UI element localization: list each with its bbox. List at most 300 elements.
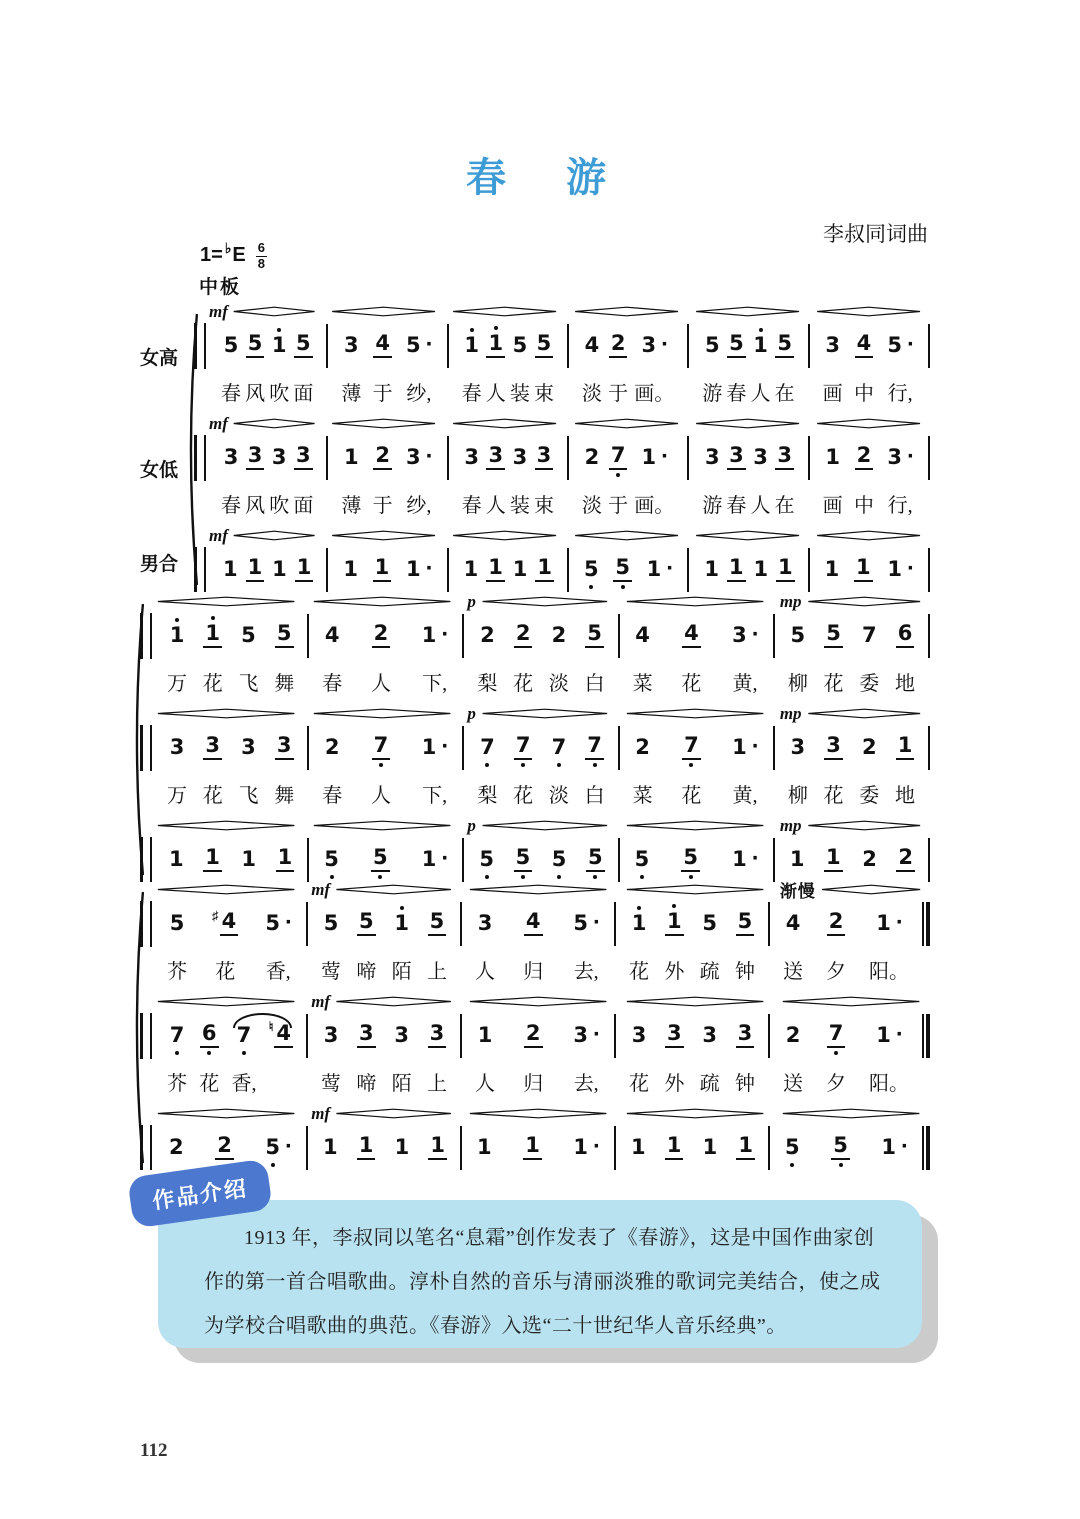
note-digit: 1 xyxy=(876,1022,891,1047)
beat xyxy=(549,725,569,805)
note-digit: 1 xyxy=(421,734,437,759)
note-digit: 1 xyxy=(343,556,358,581)
lyric-syllable: 委 xyxy=(859,673,880,695)
note-digit: 1 xyxy=(203,623,222,648)
note xyxy=(246,323,265,367)
octave-down-dot-icon xyxy=(557,763,561,767)
beat xyxy=(167,725,187,805)
beat xyxy=(823,323,843,403)
hairpin-dynamics-icon xyxy=(334,1108,453,1119)
note xyxy=(203,613,222,657)
hairpin-dynamics-icon xyxy=(232,418,316,429)
note-digit: 2 xyxy=(855,445,874,470)
beat xyxy=(404,435,434,515)
note xyxy=(373,435,392,479)
octave-down-dot-icon xyxy=(271,1163,275,1167)
note-digit: 2 xyxy=(785,1022,801,1047)
note-digit: 3 xyxy=(641,332,657,357)
beat xyxy=(823,435,843,515)
note-digit: 5 xyxy=(585,623,604,648)
dynamic-marking: p xyxy=(467,703,476,723)
beat xyxy=(373,547,392,591)
measure xyxy=(154,613,307,693)
note-digit: 3 xyxy=(275,735,294,760)
beat xyxy=(199,1013,219,1093)
note-digit: 7 xyxy=(682,735,701,760)
augmentation-dot-icon: · xyxy=(751,733,760,760)
note xyxy=(824,725,843,769)
note-digit: 1 xyxy=(789,846,805,871)
note-digit: 1 xyxy=(641,444,657,469)
beat xyxy=(221,547,240,591)
note-digit: 3 xyxy=(631,1022,647,1047)
hairpin-dynamics-icon xyxy=(451,306,558,317)
note xyxy=(885,435,915,479)
note xyxy=(263,1125,293,1169)
part-label: 女高 xyxy=(140,347,179,369)
note-digit: 1 xyxy=(854,557,873,582)
octave-up-dot-icon xyxy=(175,618,179,622)
note xyxy=(665,1125,684,1169)
note-digit: 1 xyxy=(573,1134,588,1159)
note xyxy=(775,323,794,367)
note xyxy=(295,547,314,591)
beat xyxy=(701,1125,720,1169)
lyric-syllable: 花 xyxy=(823,673,844,695)
note-digit: 3 xyxy=(512,444,528,469)
note-digit: 5 xyxy=(275,623,294,648)
note xyxy=(824,613,843,657)
octave-down-dot-icon xyxy=(621,585,625,589)
beat xyxy=(371,837,390,881)
beat xyxy=(633,613,653,693)
lyric-syllable: 上 xyxy=(426,1073,447,1095)
note-digit: 1 xyxy=(477,1022,493,1047)
lyric-syllable: 菜 xyxy=(632,785,653,807)
beat xyxy=(270,547,289,591)
beat xyxy=(295,547,314,591)
dynamic-marking: mp xyxy=(779,591,802,611)
beat xyxy=(475,901,495,981)
lyric-syllable: 外 xyxy=(664,961,685,983)
note xyxy=(550,837,569,881)
beat xyxy=(392,1013,412,1093)
beat xyxy=(854,323,874,403)
hairpin-dynamics-icon xyxy=(780,996,922,1007)
dynamic-marking: mf xyxy=(209,301,228,321)
note xyxy=(613,547,632,591)
beat xyxy=(274,613,294,693)
note-digit: 1 xyxy=(486,557,505,582)
note-digit: 5 xyxy=(681,847,700,872)
octave-up-dot-icon xyxy=(400,906,404,910)
lyric-syllable: 画。 xyxy=(634,383,675,405)
note xyxy=(239,725,258,769)
note xyxy=(372,725,391,769)
note xyxy=(609,323,628,367)
lyric-syllable: 于 xyxy=(372,383,393,405)
note-digit: 1 xyxy=(512,556,528,581)
note xyxy=(855,435,874,479)
measure xyxy=(328,435,446,515)
note xyxy=(221,547,240,591)
note-digit: 3 xyxy=(323,1022,339,1047)
lyric-syllable: 陌 xyxy=(391,961,412,983)
beat xyxy=(633,725,653,805)
note xyxy=(246,547,265,591)
beat xyxy=(167,1013,187,1093)
lyric-syllable: 在 xyxy=(774,383,795,405)
lyric-syllable: 人 xyxy=(750,495,771,517)
note-digit: 5 xyxy=(586,847,605,872)
note-digit: 1 xyxy=(428,1135,447,1160)
note xyxy=(633,613,652,657)
beat xyxy=(238,613,258,693)
lyric-syllable: 面 xyxy=(293,383,314,405)
note xyxy=(629,1125,648,1169)
lyric-syllable: 万 xyxy=(167,673,187,695)
part-label: 男合 xyxy=(140,554,179,575)
lyric-syllable: 淡 xyxy=(581,495,602,517)
lyric-syllable: 吹 xyxy=(269,383,290,405)
note xyxy=(736,1013,755,1057)
hairpin-dynamics-icon xyxy=(311,708,453,719)
lyric-syllable: 装 xyxy=(509,495,530,517)
lyric-syllable: 在 xyxy=(774,495,795,517)
beat xyxy=(585,725,605,805)
note xyxy=(275,613,294,657)
note-digit: 5 xyxy=(357,911,376,936)
note-digit: 1 xyxy=(824,556,840,581)
beat xyxy=(776,547,795,591)
final-double-barline xyxy=(922,1014,930,1058)
lyric-syllable: 舞 xyxy=(274,785,295,807)
note xyxy=(511,547,530,591)
beat xyxy=(629,1013,649,1093)
lyric-syllable: 柳 xyxy=(787,673,808,695)
note xyxy=(633,837,652,881)
note-digit: 3 xyxy=(428,1023,447,1048)
lyric-syllable: 于 xyxy=(608,383,629,405)
dynamic-marking: mp xyxy=(779,703,802,723)
note-digit: 3 xyxy=(702,1022,717,1047)
augmentation-dot-icon: · xyxy=(666,555,675,582)
beat xyxy=(371,613,391,693)
beat xyxy=(167,1125,186,1169)
note xyxy=(700,1013,719,1057)
lyric-syllable: 梨 xyxy=(477,673,498,695)
beat xyxy=(274,725,294,805)
note-digit: 5 xyxy=(428,911,447,936)
note xyxy=(371,837,390,881)
note xyxy=(860,613,879,657)
note-digit: 1 xyxy=(486,333,505,358)
beat xyxy=(462,323,482,403)
lyric-syllable: 春 xyxy=(322,673,343,695)
dynamic-marking: p xyxy=(467,815,476,835)
augmentation-dot-icon: · xyxy=(593,909,601,936)
note xyxy=(751,547,770,591)
note xyxy=(633,725,652,769)
note-digit: 1 xyxy=(272,556,287,581)
note xyxy=(751,435,770,479)
hairpin-dynamics-icon xyxy=(694,530,801,541)
note-digit: 5 xyxy=(514,847,533,872)
note xyxy=(535,435,554,479)
note xyxy=(373,547,392,591)
note xyxy=(665,901,684,945)
note-digit: 1 xyxy=(896,735,915,760)
beat xyxy=(860,837,879,881)
note xyxy=(751,323,770,367)
lyric-syllable: 花 xyxy=(823,785,844,807)
beat xyxy=(896,837,915,881)
note-digit: 1 xyxy=(732,846,747,871)
beat xyxy=(823,547,842,591)
hairpin-dynamics-icon xyxy=(624,996,766,1007)
system-bracket-icon xyxy=(185,314,198,585)
note-digit: 5 xyxy=(265,910,280,935)
note-digit: 2 xyxy=(551,622,567,647)
note xyxy=(609,435,628,479)
lyric-syllable: 柳 xyxy=(787,785,808,807)
note-digit: 1 xyxy=(727,557,746,582)
note-digit: 2 xyxy=(524,1023,543,1048)
measure xyxy=(308,1125,460,1169)
note xyxy=(730,613,760,657)
note xyxy=(831,1125,850,1169)
note-digit: 1 xyxy=(168,625,187,646)
beat xyxy=(373,435,393,515)
beat xyxy=(420,725,450,805)
note xyxy=(167,837,186,881)
lyric-syllable: 送 xyxy=(783,961,803,983)
octave-down-dot-icon xyxy=(790,1163,794,1167)
beat xyxy=(404,547,434,591)
note xyxy=(200,1013,219,1057)
octave-up-dot-icon xyxy=(494,326,498,330)
beat xyxy=(751,547,770,591)
beat xyxy=(514,837,533,881)
beat xyxy=(751,323,771,403)
note-digit: 1 xyxy=(753,556,769,581)
note-digit: 1 xyxy=(169,846,184,871)
note-digit: 5 xyxy=(371,847,390,872)
measure xyxy=(328,323,446,403)
note-digit: 1 xyxy=(463,556,479,581)
note-digit: 1 xyxy=(523,1135,542,1160)
beat xyxy=(736,1125,755,1169)
hairpin-dynamics-icon xyxy=(155,596,297,607)
measure xyxy=(770,901,922,981)
note xyxy=(823,547,842,591)
hairpin-dynamics-icon xyxy=(624,1108,766,1119)
lyric-syllable: 花 xyxy=(202,785,223,807)
beat xyxy=(341,547,360,591)
note xyxy=(582,547,601,591)
beat xyxy=(702,547,721,591)
note xyxy=(476,1013,495,1057)
lyric-syllable: 啼 xyxy=(356,961,377,983)
lyric-syllable: 白 xyxy=(584,785,605,807)
augmentation-dot-icon: · xyxy=(285,909,293,936)
lyric-syllable: 装 xyxy=(509,383,530,405)
lyric-syllable: 上 xyxy=(426,961,447,983)
beat xyxy=(854,435,874,515)
note xyxy=(789,725,808,769)
note xyxy=(586,837,605,881)
hairpin-dynamics-icon xyxy=(806,708,922,719)
score-part-1 xyxy=(140,878,930,990)
lyric-syllable: 游 xyxy=(702,495,723,517)
note-digit: 2 xyxy=(324,734,340,759)
note xyxy=(235,1013,254,1057)
lyric-syllable: 黄, xyxy=(732,785,758,807)
beat xyxy=(269,1013,293,1093)
augmentation-dot-icon: · xyxy=(441,733,450,760)
lyric-syllable: 梨 xyxy=(477,785,498,807)
note xyxy=(392,1013,411,1057)
beat xyxy=(681,613,701,693)
measure xyxy=(462,1125,614,1169)
lyric-syllable: 夕 xyxy=(826,1073,846,1095)
note-digit: 5 xyxy=(550,849,569,870)
measure xyxy=(810,547,928,591)
augmentation-dot-icon: · xyxy=(425,443,434,470)
note-digit: 3 xyxy=(535,445,554,470)
note xyxy=(571,1125,601,1169)
note xyxy=(477,837,496,881)
octave-down-dot-icon xyxy=(839,1163,843,1167)
measure xyxy=(689,547,807,591)
note-digit: 7 xyxy=(861,622,877,647)
note xyxy=(523,1125,542,1169)
hairpin-dynamics-icon xyxy=(694,418,801,429)
beat xyxy=(549,613,569,693)
note xyxy=(783,1125,802,1169)
hairpin-dynamics-icon xyxy=(311,820,453,831)
beat xyxy=(510,323,530,403)
beat xyxy=(826,1013,846,1093)
system-end-barline xyxy=(928,838,930,882)
note-digit: 2 xyxy=(373,445,392,470)
measure xyxy=(462,901,614,981)
beat xyxy=(221,323,241,403)
augmentation-dot-icon: · xyxy=(285,1133,293,1160)
note xyxy=(478,613,497,657)
beat xyxy=(664,901,684,981)
measure xyxy=(154,1013,306,1093)
measure xyxy=(569,435,687,515)
lyric-syllable: 纱, xyxy=(406,383,432,405)
note-digit: 4 xyxy=(220,911,239,936)
lyric-syllable: 钟 xyxy=(734,961,755,983)
note xyxy=(168,725,187,769)
beat xyxy=(322,837,341,881)
dynamic-marking: mp xyxy=(779,815,802,835)
beat xyxy=(486,323,506,403)
beat xyxy=(681,837,700,881)
beat xyxy=(613,547,632,591)
measure xyxy=(208,323,326,403)
octave-down-dot-icon xyxy=(485,763,489,767)
beat xyxy=(321,901,341,981)
beat xyxy=(788,837,807,881)
note xyxy=(535,547,554,591)
beat xyxy=(885,435,915,515)
note xyxy=(486,547,505,591)
note-digit: 3 xyxy=(169,734,185,759)
hairpin-dynamics-icon xyxy=(573,530,680,541)
hairpin-dynamics-icon xyxy=(573,418,680,429)
note xyxy=(823,323,842,367)
note-digit: 2 xyxy=(514,623,533,648)
note xyxy=(270,547,289,591)
note xyxy=(246,435,265,479)
note xyxy=(357,901,376,945)
note-digit: 7 xyxy=(609,445,628,470)
beat xyxy=(276,837,295,881)
system-1 xyxy=(140,300,930,601)
beat xyxy=(511,547,530,591)
octave-down-dot-icon xyxy=(589,585,593,589)
lyric-syllable: 束 xyxy=(533,383,554,405)
note-digit: 1 xyxy=(704,556,719,581)
note xyxy=(514,837,533,881)
octave-up-dot-icon xyxy=(637,906,641,910)
lyric-syllable: 春 xyxy=(726,383,747,405)
note xyxy=(322,837,341,881)
lyric-syllable: 飞 xyxy=(238,785,259,807)
note xyxy=(730,725,760,769)
final-double-barline xyxy=(922,1126,930,1170)
hairpin-dynamics-icon xyxy=(467,996,609,1007)
note-digit: 1 xyxy=(344,444,359,469)
beat xyxy=(751,435,771,515)
hairpin-dynamics-icon xyxy=(155,1108,297,1119)
note-digit: 7 xyxy=(235,1025,254,1046)
measure xyxy=(689,323,807,403)
note xyxy=(392,901,411,945)
hairpin-dynamics-icon xyxy=(815,418,922,429)
work-introduction-text: 1913 年，李叔同以笔名“息霜”创作发表了《春游》，这是中国作曲家创作的第一首合唱歌曲。淳朴自然的音乐与清丽淡雅的歌词完美结合，使之成为学校合唱歌曲的典范。《春游》入选“二十世纪华人音乐经典”。 xyxy=(204,1227,881,1337)
beat xyxy=(420,837,450,881)
beat xyxy=(629,1125,648,1169)
measure xyxy=(616,901,768,981)
note-digit: 3 xyxy=(203,735,222,760)
note xyxy=(896,837,915,881)
note xyxy=(524,1013,543,1057)
beat xyxy=(427,1013,447,1093)
measure xyxy=(309,837,462,881)
lyric-syllable: 黄, xyxy=(732,673,758,695)
note-digit: 4 xyxy=(584,332,600,357)
note xyxy=(372,613,391,657)
lyric-syllable: 画。 xyxy=(634,495,675,517)
note-digit: 1 xyxy=(477,1134,492,1159)
lyric-syllable: 画 xyxy=(822,495,843,517)
note-digit: 2 xyxy=(861,734,877,759)
lyric-syllable: 下, xyxy=(422,785,448,807)
note-digit: 1 xyxy=(270,335,289,356)
note xyxy=(342,435,361,479)
lyric-syllable: 香, xyxy=(265,961,291,983)
beat xyxy=(269,323,289,403)
lyric-syllable: 香, xyxy=(231,1073,257,1095)
beat xyxy=(735,1013,755,1093)
beat xyxy=(608,435,628,515)
note-digit: 3 xyxy=(727,445,746,470)
